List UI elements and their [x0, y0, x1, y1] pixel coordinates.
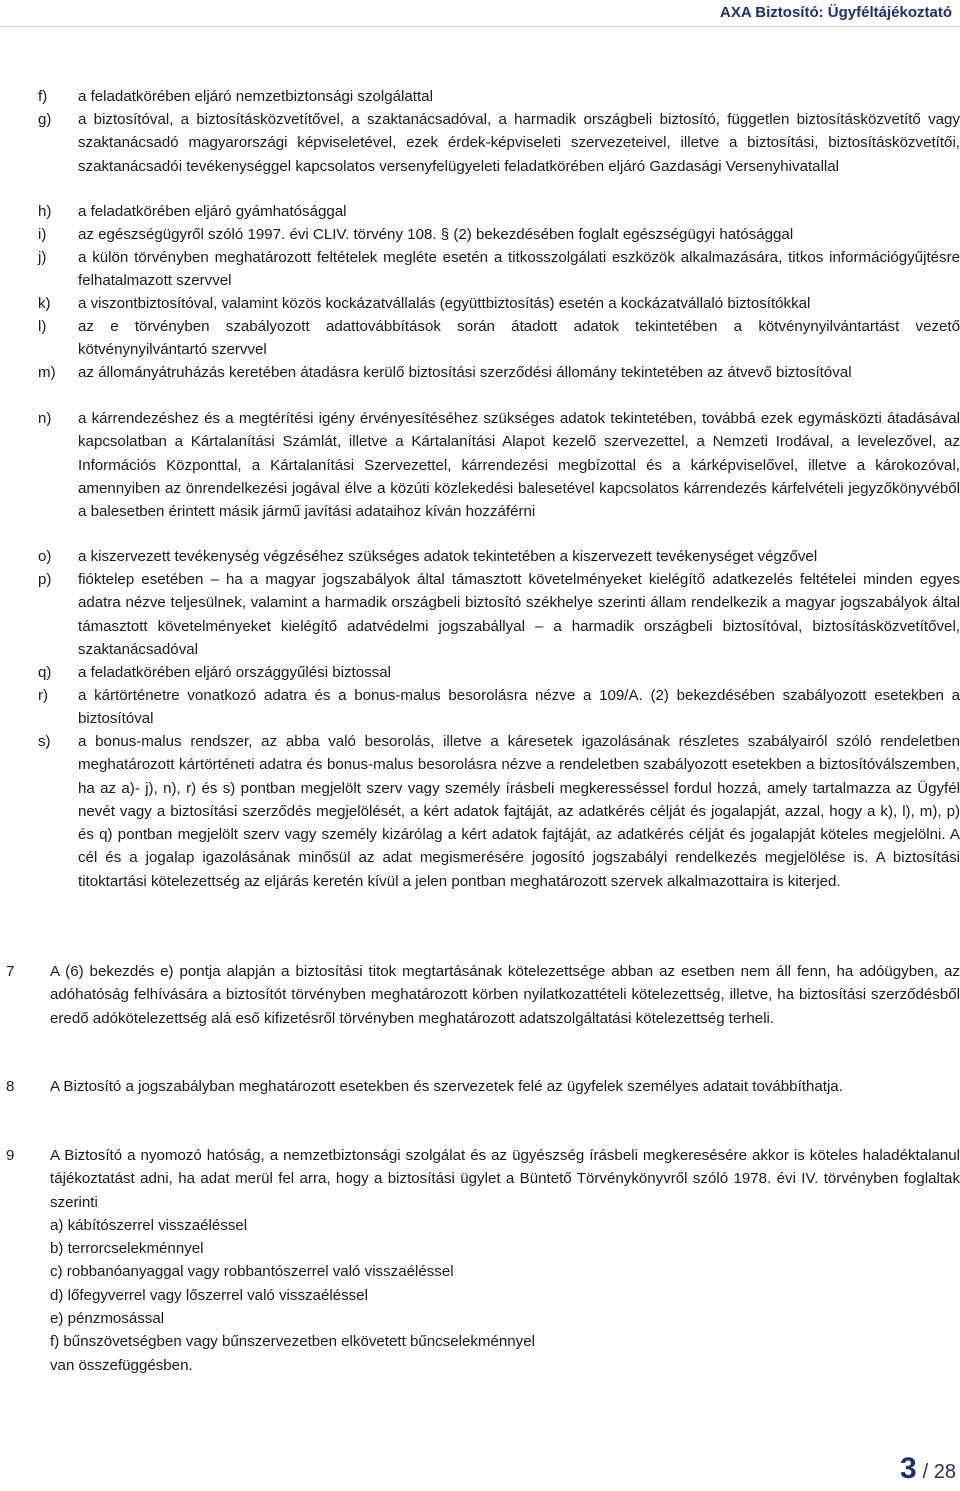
- list-item-text: a viszontbiztosítóval, valamint közös kockázatvállalás (együttbiztosítás) esetén a kockázatvállaló biztosítókkal: [78, 295, 811, 312]
- list-item-text: a feladatkörében eljáró nemzetbiztonsági szolgálattal: [78, 88, 433, 105]
- list-marker: k): [38, 295, 51, 312]
- list-item-h: [38, 200, 960, 223]
- page-current: 3: [899, 1452, 917, 1485]
- section-number: 7: [6, 963, 15, 980]
- section-number: 8: [6, 1078, 15, 1095]
- section-9: [6, 1144, 960, 1377]
- list-item-j: [38, 246, 960, 293]
- list-item-text: az e törvényben szabályozott adattovábbítások során átadott adatok tekintetében a kötvénynyilvántartást vezető kötvénynyilvántartó szervvel: [78, 318, 960, 359]
- list-marker: r): [38, 687, 49, 704]
- list-item-text: a feladatkörében eljáró gyámhatósággal: [78, 203, 347, 220]
- list-marker: o): [38, 548, 52, 565]
- list-item-q: [38, 661, 960, 684]
- list-marker: p): [38, 571, 52, 588]
- section-body: [50, 1144, 960, 1377]
- sub-item: a) kábítószerrel visszaéléssel: [50, 1216, 248, 1234]
- page-header: [0, 0, 960, 27]
- list-item-i: [38, 223, 960, 246]
- page-number: [900, 1452, 956, 1486]
- list-marker: j): [38, 249, 47, 266]
- sub-item: d) lőfegyverrel vagy lőszerrel való visszaéléssel: [50, 1286, 368, 1304]
- list-marker: l): [38, 318, 47, 335]
- list-item-f: [38, 85, 960, 108]
- sub-item: c) robbanóanyaggal vagy robbantószerrel való visszaéléssel: [50, 1263, 454, 1281]
- section-text: A (6) bekezdés e) pontja alapján a biztosítási titok megtartásának kötelezettsége abban az esetben nem áll fenn, ha adóügyben, az adóhatóság felhívására a biztosítót törvényben meghatározott körben nyilatkozattételi kötelezettség, illetve, ha biztosítási szerződésből eredő adókötelezettség alá eső kifizetésről törvényben meghatározott adatszolgáltatási kötelezettség terheli.: [50, 963, 960, 1027]
- list-item-l: [38, 315, 960, 362]
- list-marker: s): [38, 733, 51, 750]
- list-item-r: [38, 684, 960, 731]
- list-item-text: a kiszervezett tevékenység végzéséhez szükséges adatok tekintetében a kiszervezett tevékenységet végzővel: [78, 548, 818, 565]
- list-item-k: [38, 292, 960, 315]
- list-marker: q): [38, 664, 52, 681]
- list-item-p: [38, 568, 960, 661]
- list-item-text: a kárrendezéshez és a megtérítési igény érvényesítéséhez szükséges adatok tekintetében, továbbá ezek egymásközti átadásával kapcsolatban a Kártalanítási Számlát, illetve a Kártalanítási Alapot kezelő szervezettel, a Nemzeti Irodával, a levelezővel, az Információs Központtal, a Kártalanítási Szervezettel, kárrendezési megbízottal és a kárképviselővel, illetve a károkozóval, amennyiben az önrendelkezési jogával élve a közúti közlekedési balesetével kapcsolatos kárrendezés kárfelvételi jegyzőkönyvéből a balesetben érintett másik jármű javítási adataihoz kíván hozzáférni: [78, 410, 960, 521]
- list-item-text: a feladatkörében eljáró országgyűlési biztossal: [78, 664, 391, 681]
- section-8: [6, 1075, 960, 1098]
- list-marker: g): [38, 111, 52, 128]
- list-marker: i): [38, 226, 47, 243]
- list-marker: m): [38, 364, 56, 381]
- sub-item: b) terrorcselekménnyel: [50, 1240, 204, 1258]
- list-item-g: [38, 108, 960, 178]
- section-number: 9: [6, 1147, 15, 1164]
- sub-item: e) pénzmosással: [50, 1310, 165, 1328]
- list-item-text: az állományátruházás keretében átadásra kerülő biztosítási szerződési állomány tekintetében az átvevő biztosítóval: [78, 364, 852, 381]
- section-closing: van összefüggésben.: [50, 1356, 193, 1374]
- list-marker: h): [38, 203, 52, 220]
- sub-item: f) bűnszövetségben vagy bűnszervezetben elkövetett bűncselekménnyel: [50, 1333, 535, 1351]
- list-item-text: fióktelep esetében – ha a magyar jogszabályok által támasztott követelményeket kielégítő adatkezelés feltételei minden egyes adatra nézve teljesülnek, valamint a harmadik országbeli biztosító székhelye szerinti állam rendelkezik a magyar jogszabályok által támasztott követelményeket kielégítő adatvédelmi jogszabállyal – a harmadik országbeli biztosítóval, biztosításközvetítővel, szaktanácsadóval: [78, 571, 960, 658]
- list-item-text: a külön törvényben meghatározott feltételek megléte esetén a titkosszolgálati eszközök alkalmazására, titkos információgyűjtésre felhatalmazott szervvel: [78, 249, 960, 290]
- list-item-text: a biztosítóval, a biztosításközvetítővel, a szaktanácsadóval, a harmadik országbeli biztosító, független biztosításközvetítő vagy szaktanácsadó magyarországi képviseletével, ezek érdek-képviseleti szervezeteivel, illetve a biztosítási, biztosításközvetítői, szaktanácsadói tevékenységgel kapcsolatos versenyfelügyeleti feladatkörében eljáró Gazdasági Versenyhivatallal: [78, 111, 960, 175]
- document-title: AXA Biztosító: Ügyféltájékoztató: [720, 4, 952, 21]
- list-item-n: [38, 407, 960, 523]
- list-item-text: a bonus-malus rendszer, az abba való besorolás, illetve a káresetek igazolásának részletes szabályairól szóló rendeletben meghatározott kártörténeti adatra és bonus-malus besorolásra nézve a rendeletben szabályozott esetekben a biztosítóválszemben, ha az a)- j), n), r) és s) pontban megjelölt szerv vagy személy írásbeli megkeresséssel fordul hozzá, amely tartalmazza az Ügyfél nevét vagy a biztosítási szerződés megjelölését, a kért adatok fajtáját, az adatkérés célját és jogalapját, azzal, hogy a k), l), m), p) és q) pontban megjelölt szerv vagy személy kizárólag a kért adatok fajtáját, az adatkérés célját és jogalapját köteles megjelölni. A cél és a jogalap igazolásának minősül az adat megismerésére jogosító jogszabályi rendelkezés megjelölése is. A biztosítási titoktartási kötelezettség az eljárás keretén kívül a jelen pontban meghatározott szervek alkalmazottaira is kiterjed.: [78, 733, 960, 890]
- section-7: [6, 960, 960, 1030]
- list-item-text: az egészségügyről szóló 1997. évi CLIV. törvény 108. § (2) bekezdésében foglalt egészségügyi hatósággal: [78, 226, 794, 243]
- list-item-o: [38, 545, 960, 568]
- page-total: / 28: [922, 1461, 956, 1483]
- list-item-text: a kártörténetre vonatkozó adatra és a bonus-malus besorolásra nézve a 109/A. (2) bekezdésében szabályozott esetekben a biztosítóval: [78, 687, 960, 728]
- list-marker: n): [38, 410, 52, 427]
- section-text: A Biztosító a jogszabályban meghatározott esetekben és szervezetek felé az ügyfelek személyes adatait továbbíthatja.: [50, 1078, 843, 1095]
- list-item-m: [38, 361, 960, 384]
- section-text: A Biztosító a nyomozó hatóság, a nemzetbiztonsági szolgálat és az ügyészség írásbeli megkeresésére akkor is köteles haladéktalanul tájékoztatást adni, ha adat merül fel arra, hogy a biztosítási ügylet a Büntető Törvénykönyvről szóló 1978. évi IV. törvényben foglaltak szerinti: [50, 1147, 960, 1211]
- list-marker: f): [38, 88, 48, 105]
- list-item-s: [38, 730, 960, 893]
